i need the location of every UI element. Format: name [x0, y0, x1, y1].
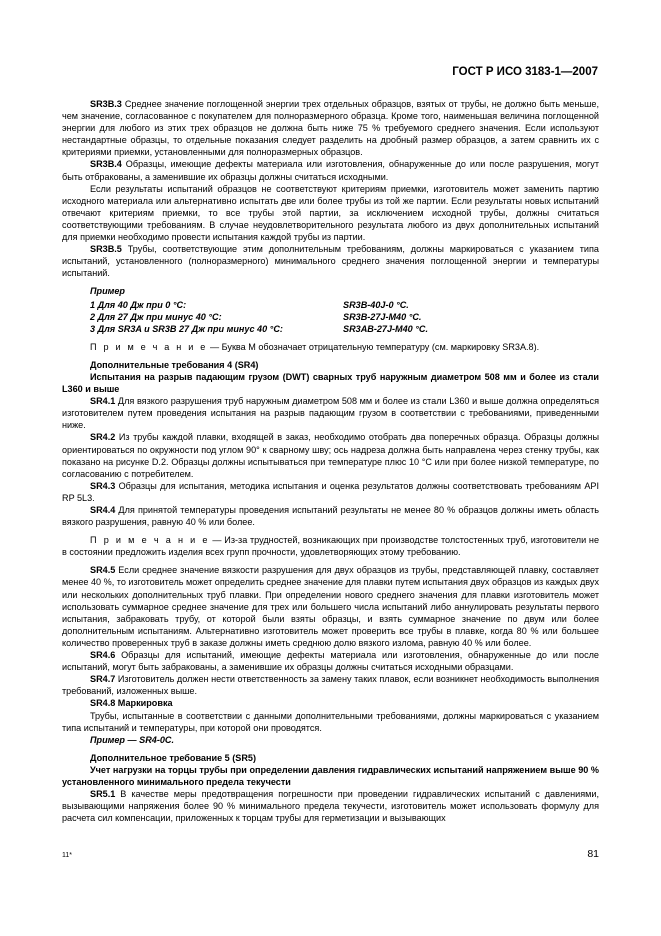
note-2: П р и м е ч а н и е — Из-за трудностей, возникающих при производстве толстостенных труб, изготовители не в состоянии предложить изделия всех групп прочности, удовлетворяющих этому требованию. [62, 535, 600, 558]
paragraph-sr47: SR4.7 Изготовитель должен нести ответственность за замену таких плавок, если возникнет необходимость выполнения требований, изложенных выше. [62, 674, 599, 697]
paragraph-sr41: SR4.1 Для вязкого разрушения труб наружным диаметром 508 мм и более из стали L360 и выше должна определяться изготовителем путем проведения испытания на разрыв падающим грузом в соответствии с требованиями, приведенными ниже. [62, 396, 599, 431]
footer-mark: 11* [62, 852, 72, 859]
paragraph-sr51: SR5.1 В качестве меры предотвращения погрешности при проведении гидравлических испытаний с давлениями, вызывающими напряжения более 90 % минимального предела текучести, изготовитель может использовать формулу для расчета сил компенсации, приложенных к торцам трубы для герметизации и вызывающих [62, 789, 599, 824]
paragraph-sr44: SR4.4 Для принятой температуры проведения испытаний результаты не менее 80 % образцов должны иметь область вязкого разрушения, равную 40 % или более. [62, 505, 599, 528]
sr4-subheading: Испытания на разрыв падающим грузом (DWT) сварных труб наружным диаметром 508 мм и более из стали L360 и выше [62, 371, 599, 395]
note-1: П р и м е ч а н и е — Буква М обозначает отрицательную температуру (см. маркировку SR3A.8). [90, 341, 540, 352]
example-row: 3 Для SR3A и SR3B 27 Дж при минус 40 °С: SR3AB-27J-M40 °С. [90, 323, 429, 334]
paragraph-sr45: SR4.5 Если среднее значение вязкости разрушения для двух образцов из трубы, представляющей плавку, составляет менее 40 %, то изготовитель может определить среднее значение для плавки путем испытания двух образцов из каждых двух или нескольких дополнительных труб плавки. При определении нового среднего значения для плавки изготовитель может использовать суммарное среднее значение для трех или большего числа испытаний либо аннулировать результаты первого испытания, забраковать трубу, от которой были взяты образцы, и взять суммарное значение по двум или более дополнительным испытаниям. Альтернативно изготовитель может проверить все трубы в плавке, когда 80 % или большее количество проверенных труб в заказе должны иметь среднюю долю вязкого излома, равную 40 % или более. [62, 565, 599, 648]
paragraph-sr3b5: SR3B.5 Трубы, соответствующие этим дополнительным требованиям, должны маркироваться с указанием типа испытаний, установленного (полноразмерного) минимального среднего значения поглощенной энергии и температуры испытаний. [62, 244, 599, 279]
sr48-heading: SR4.8 Маркировка [90, 698, 173, 709]
clause-label: SR3B.4 [90, 159, 122, 170]
example-row: 2 Для 27 Дж при минус 40 °С: SR3B-27J-M40 °С. [90, 311, 422, 322]
clause-label: SR3B.5 [90, 244, 122, 255]
paragraph-sr42: SR4.2 Из трубы каждой плавки, входящей в заказ, необходимо отобрать два поперечных образца. Образцы должны ориентироваться по окружности под углом 90° к сварному шву; ось надреза должна быть направлена через стенку трубы, как показано на рисунке D.2. Образцы должны испытываться при температуре плюс 10 °С или при более низкой температуре, по согласованию с потребителем. [62, 432, 599, 479]
marking-example: Пример — SR4-0C. [90, 734, 175, 745]
sr5-heading: Дополнительное требование 5 (SR5) [90, 752, 256, 763]
standard-header: ГОСТ Р ИСО 3183-1—2007 [452, 66, 598, 78]
paragraph-results: Если результаты испытаний образцов не соответствуют критериям приемки, изготовитель может заменить партию исходного материала или альтернативно испытать две или более трубы из той же партии. Если результаты новых испытаний отвечают критериям приемки, то все трубы этой партии, за исключением исходной трубы, должны считаться соответствующими требованиям. В случае неудовлетворительного результата любого из двух дополнительных испытаний для приемки необходимо провести испытания каждой трубы из партии. [62, 183, 599, 243]
page-number: 81 [587, 848, 599, 860]
paragraph-sr43: SR4.3 Образцы для испытания, методика испытания и оценка результатов должны соответствовать требованиям API RP 5L3. [62, 480, 599, 503]
paragraph-sr46: SR4.6 Образцы для испытаний, имеющие дефекты материала или изготовления, обнаруженные до или после испытаний, могут быть забракованы, а заменившие их образцы должны считаться исходными образцами. [62, 650, 599, 673]
example-block [90, 285, 599, 334]
sr4-heading: Дополнительные требования 4 (SR4) [90, 359, 259, 370]
page-body [62, 98, 599, 824]
paragraph-sr48: Трубы, испытанные в соответствии с данными дополнительными требованиями, должны маркироваться с указанием типа испытаний и температуры, при которой они проводятся. [62, 710, 599, 733]
paragraph-sr3b3: SR3B.3 Среднее значение поглощенной энергии трех отдельных образцов, взятых от трубы, не должно быть меньше, чем значение, согласованное с покупателем для полноразмерного образца. Кроме того, наименьшая величина поглощенной энергии для любого из этих трех образцов не должна быть ниже 75 % требуемого среднего значения. Если используют нестандартные образцы, то отдельные показания следует разделить на дробный размер образцов, а затем сравнить их с критериями приемки, установленными для полноразмерных образцов. [62, 99, 599, 158]
clause-label: SR3B.3 [90, 99, 122, 109]
sr5-subheading: Учет нагрузки на торцы трубы при определении давления гидравлических испытаний напряжением выше 90 % установленного минимального предела текучести [62, 764, 599, 787]
example-title: Пример [90, 286, 125, 297]
example-row: 1 Для 40 Дж при 0 °С: SR3B-40J-0 °С. [90, 299, 409, 310]
paragraph-sr3b4: SR3B.4 Образцы, имеющие дефекты материала или изготовления, обнаруженные до или после разрушения, могут быть отбракованы, а заменившие их образцы должны считаться исходными. [62, 159, 599, 182]
